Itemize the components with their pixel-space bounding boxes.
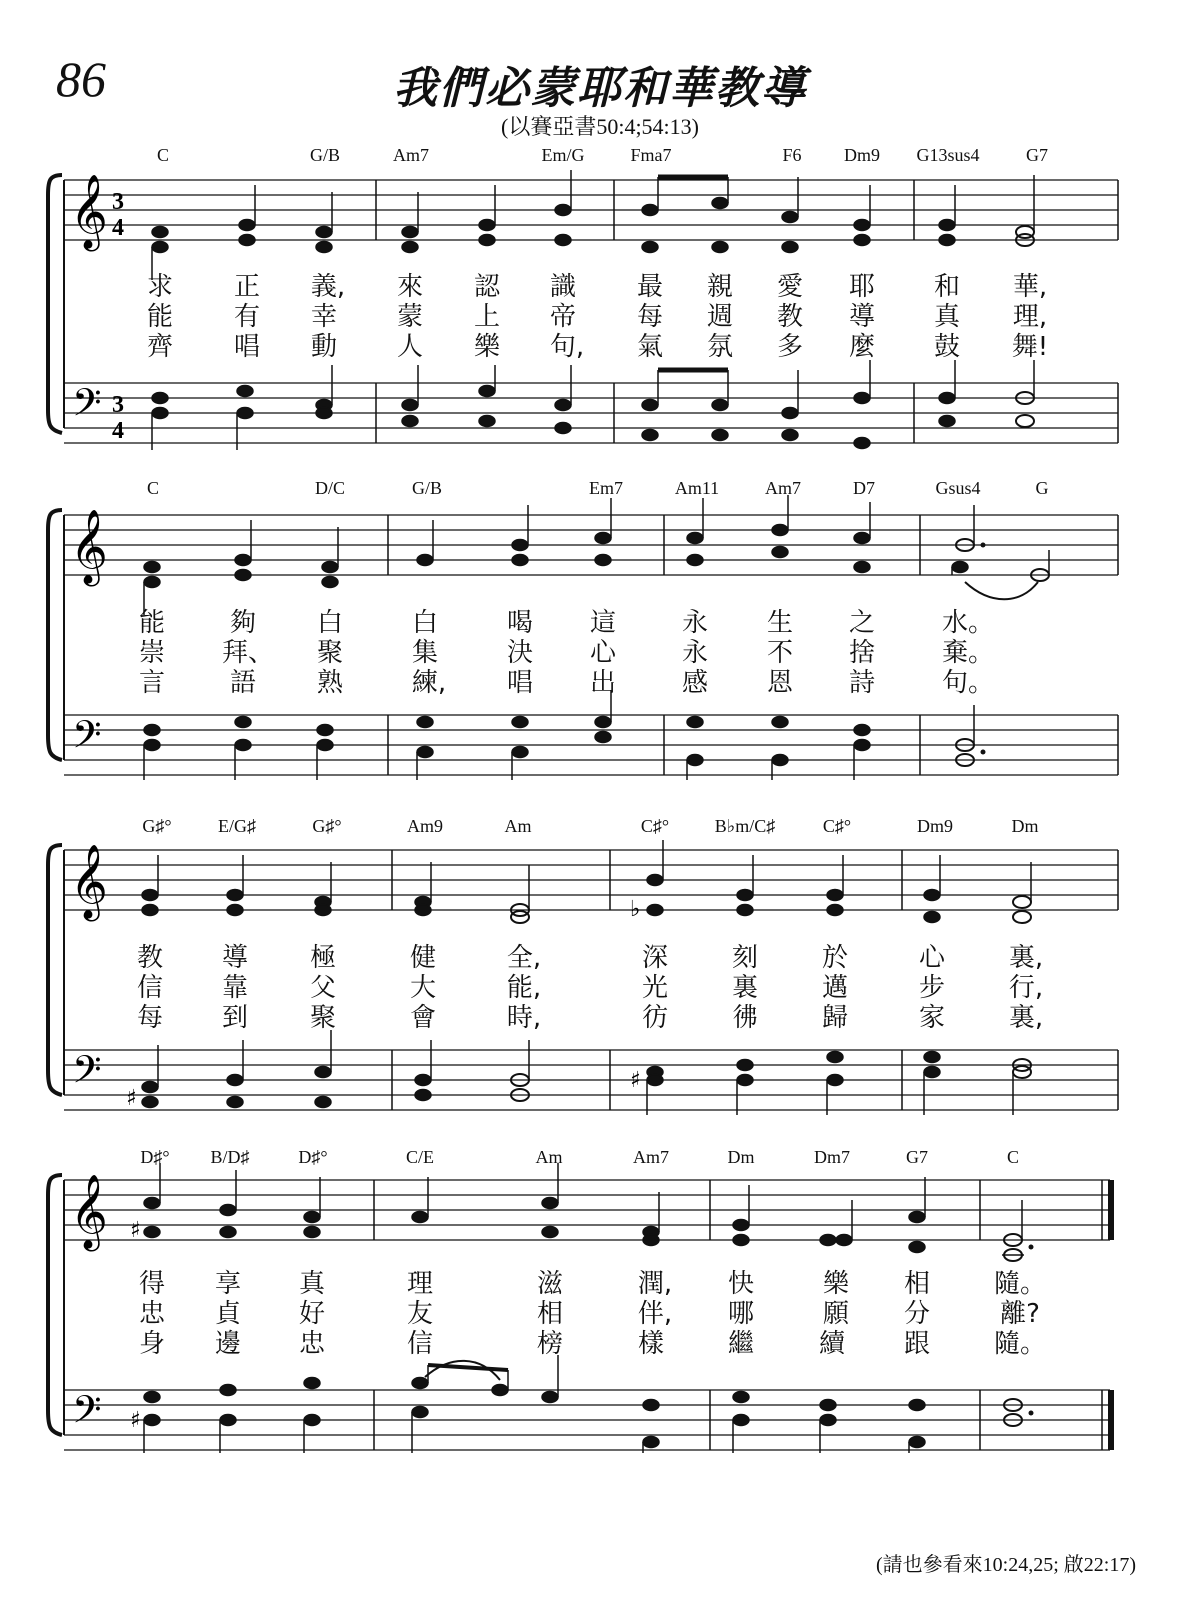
lyric-syllable: 刻 [731, 943, 759, 973]
lyric-syllable: 真 [298, 1269, 326, 1299]
lyric-syllable: 樣 [637, 1329, 665, 1359]
lyric-syllable: 忠 [138, 1299, 166, 1329]
lyric-syllable: 和 [933, 272, 961, 302]
lyric-syllable: 得 [138, 1269, 166, 1299]
chord: D♯° [140, 1147, 170, 1167]
lyric-syllable: 好 [298, 1299, 326, 1329]
lyric-syllable: 潤, [637, 1269, 673, 1299]
lyric-syllable: 隨。 [993, 1329, 1047, 1359]
lyric-syllable: 忠 [298, 1329, 326, 1359]
lyric-syllable: 每 [636, 302, 664, 332]
lyric-syllable: 有 [233, 302, 261, 332]
lyric-syllable: 唱 [506, 668, 534, 698]
hymn-number: 86 [56, 51, 106, 107]
lyric-line [0, 632, 1200, 668]
chord: Dm7 [814, 1147, 850, 1167]
lyric-syllable: 耶 [848, 272, 876, 302]
chord: D7 [853, 478, 875, 498]
lyric-syllable: 時, [506, 1003, 542, 1033]
chord: G/B [411, 478, 443, 498]
lyric-syllable: 深 [641, 943, 669, 973]
lyric-syllable: 全, [506, 943, 542, 973]
lyric-syllable: 裏, [1008, 1003, 1044, 1033]
lyric-syllable: 鼓 [933, 332, 961, 362]
chord: Am [504, 816, 532, 836]
lyric-syllable: 崇 [138, 638, 166, 668]
chord: C [146, 478, 160, 498]
lyric-line [0, 1323, 1200, 1359]
lyric-syllable: 決 [506, 638, 534, 668]
lyric-line [0, 662, 1200, 698]
lyric-syllable: 舞! [1011, 332, 1049, 362]
hymn-title: 我們必蒙耶和華教導 [393, 63, 807, 114]
lyric-syllable: 麼 [848, 332, 876, 362]
chord: Em7 [589, 478, 623, 498]
lyric-syllable: 友 [406, 1299, 434, 1329]
lyric-syllable: 帝 [549, 302, 577, 332]
lyric-syllable: 練, [411, 668, 447, 698]
lyric-syllable: 步 [918, 973, 946, 1003]
chord: C♯° [640, 816, 670, 836]
lyric-syllable: 聚 [309, 1003, 337, 1033]
lyric-syllable: 句。 [941, 668, 995, 698]
svg-text:𝄢: 𝄢 [72, 1047, 102, 1101]
lyric-syllable: 齊 [146, 332, 174, 362]
chord: G♯° [142, 816, 172, 836]
scripture-reference: (以賽亞書50:4;54:13) [501, 114, 699, 139]
chord: G13sus4 [916, 145, 980, 165]
lyric-syllable: 詩 [848, 668, 876, 698]
svg-text:𝄞: 𝄞 [70, 175, 108, 249]
cross-reference-footnote: (請也參看來10:24,25; 啟22:17) [876, 1554, 1136, 1576]
chord: G7 [906, 1147, 928, 1167]
lyric-syllable: 心 [589, 638, 617, 668]
lyric-syllable: 上 [473, 302, 501, 332]
svg-text:4: 4 [112, 418, 124, 444]
lyric-syllable: 這 [589, 608, 617, 638]
lyric-syllable: 夠 [229, 608, 257, 638]
lyric-syllable: 集 [411, 638, 439, 668]
lyric-syllable: 於 [821, 943, 849, 973]
lyric-line [0, 1293, 1200, 1329]
lyric-syllable: 樂 [822, 1269, 850, 1299]
lyric-syllable: 伴, [637, 1299, 673, 1329]
lyric-syllable: 彿 [731, 1003, 759, 1033]
lyric-syllable: 隨。 [993, 1269, 1047, 1299]
lyric-syllable: 彷 [641, 1003, 669, 1033]
chord: B♭m/C♯ [714, 816, 776, 836]
lyric-syllable: 會 [409, 1003, 437, 1033]
lyric-syllable: 愛 [776, 272, 804, 302]
lyric-syllable: 不 [766, 638, 794, 668]
chord: G [1035, 478, 1049, 498]
lyric-syllable: 拜、 [221, 638, 275, 668]
lyric-line [0, 937, 1200, 973]
lyric-syllable: 教 [776, 302, 804, 332]
svg-text:𝄢: 𝄢 [72, 712, 102, 766]
svg-text:𝄢: 𝄢 [72, 380, 102, 434]
lyric-syllable: 白 [411, 608, 439, 638]
lyric-syllable: 光 [641, 973, 669, 1003]
lyric-syllable: 週 [706, 302, 734, 332]
lyric-syllable: 動 [310, 332, 338, 362]
chord: C [1006, 1147, 1020, 1167]
lyric-syllable: 生 [766, 608, 794, 638]
lyric-syllable: 幸 [310, 302, 338, 332]
lyric-syllable: 到 [221, 1003, 249, 1033]
lyric-syllable: 熟 [316, 668, 344, 698]
chord: Am11 [674, 478, 720, 498]
svg-text:𝄞: 𝄞 [70, 1175, 108, 1249]
chord: D♯° [298, 1147, 328, 1167]
chord: E/G♯ [218, 816, 256, 836]
lyric-line [0, 296, 1200, 332]
svg-text:4: 4 [112, 215, 124, 241]
lyric-syllable: 永 [681, 638, 709, 668]
lyric-syllable: 氛 [706, 332, 734, 362]
lyric-syllable: 棄。 [941, 638, 995, 668]
lyric-syllable: 心 [918, 943, 946, 973]
lyric-syllable: 最 [636, 272, 664, 302]
chord: Am7 [633, 1147, 669, 1167]
chord: G7 [1026, 145, 1048, 165]
chord: C/E [405, 1147, 435, 1167]
chord: G♯° [312, 816, 342, 836]
lyric-syllable: 華, [1012, 272, 1048, 302]
lyric-syllable: 跟 [903, 1329, 931, 1359]
lyric-syllable: 身 [138, 1329, 166, 1359]
lyric-syllable: 靠 [221, 973, 249, 1003]
svg-text:3: 3 [112, 392, 124, 418]
lyric-syllable: 貞 [214, 1299, 242, 1329]
lyric-syllable: 願 [822, 1299, 850, 1329]
chord: G/B [309, 145, 341, 165]
lyric-syllable: 喝 [506, 608, 534, 638]
chord: B/D♯ [210, 1147, 250, 1167]
chord: C [156, 145, 170, 165]
lyric-syllable: 滋 [536, 1269, 564, 1299]
lyric-syllable: 分 [903, 1299, 931, 1329]
lyric-syllable: 出 [589, 668, 617, 698]
lyric-line [0, 1263, 1200, 1299]
lyric-line [0, 967, 1200, 1003]
lyric-syllable: 樂 [473, 332, 501, 362]
lyric-syllable: 認 [473, 272, 501, 302]
lyric-syllable: 水。 [941, 608, 995, 638]
lyric-syllable: 求 [146, 272, 174, 302]
chord: Dm9 [917, 816, 953, 836]
chord: Am9 [407, 816, 443, 836]
lyric-syllable: 能 [146, 302, 174, 332]
lyric-syllable: 邁 [821, 973, 849, 1003]
chord: Fma7 [630, 145, 672, 165]
lyric-syllable: 理 [406, 1269, 434, 1299]
lyric-syllable: 相 [536, 1299, 564, 1329]
lyric-syllable: 快 [727, 1269, 755, 1299]
lyric-syllable: 信 [136, 973, 164, 1003]
lyric-syllable: 來 [396, 272, 424, 302]
lyric-syllable: 導 [848, 302, 876, 332]
lyric-syllable: 教 [136, 943, 164, 973]
lyric-line [0, 326, 1200, 362]
lyric-syllable: 裏, [1008, 943, 1044, 973]
lyric-syllable: 享 [214, 1269, 242, 1299]
svg-text:3: 3 [112, 189, 124, 215]
lyric-syllable: 大 [409, 973, 437, 1003]
lyric-syllable: 多 [776, 332, 804, 362]
lyric-syllable: 唱 [233, 332, 261, 362]
svg-text:♯: ♯ [126, 1086, 137, 1111]
lyric-syllable: 義, [310, 272, 346, 302]
lyric-syllable: 哪 [727, 1299, 755, 1329]
chord: Dm [1011, 816, 1039, 836]
svg-text:𝄞: 𝄞 [70, 510, 108, 584]
svg-text:♯: ♯ [130, 1218, 141, 1243]
lyric-syllable: 續 [818, 1329, 846, 1359]
lyric-line [0, 997, 1200, 1033]
lyric-syllable: 捨 [848, 638, 876, 668]
lyric-syllable: 真 [933, 302, 961, 332]
lyric-syllable: 裏 [731, 973, 759, 1003]
chord: D/C [314, 478, 346, 498]
svg-text:♭: ♭ [630, 897, 641, 922]
lyric-syllable: 恩 [766, 668, 794, 698]
chord: F6 [782, 145, 802, 165]
lyric-syllable: 行, [1008, 973, 1044, 1003]
lyric-syllable: 句, [549, 332, 585, 362]
lyric-syllable: 言 [138, 668, 166, 698]
chord: Dm9 [844, 145, 880, 165]
chord: Am [535, 1147, 563, 1167]
lyric-syllable: 之 [848, 608, 876, 638]
chord: Em/G [541, 145, 585, 165]
lyric-syllable: 健 [409, 943, 437, 973]
lyric-syllable: 識 [549, 272, 577, 302]
lyric-syllable: 家 [918, 1003, 946, 1033]
lyric-syllable: 父 [309, 973, 337, 1003]
lyric-syllable: 繼 [727, 1329, 755, 1359]
chord: Dm [727, 1147, 755, 1167]
lyric-syllable: 極 [309, 943, 337, 973]
chord: C♯° [822, 816, 852, 836]
lyric-syllable: 氣 [636, 332, 664, 362]
lyric-syllable: 理, [1012, 302, 1048, 332]
svg-text:♯: ♯ [130, 1408, 141, 1433]
lyric-syllable: 信 [406, 1329, 434, 1359]
lyric-syllable: 榜 [536, 1329, 564, 1359]
lyric-syllable: 正 [233, 272, 261, 302]
lyric-line [0, 266, 1200, 302]
lyric-syllable: 語 [229, 668, 257, 698]
lyric-syllable: 親 [706, 272, 734, 302]
chord: Gsus4 [935, 478, 981, 498]
lyric-syllable: 人 [396, 332, 424, 362]
lyric-syllable: 離? [1000, 1299, 1040, 1329]
lyric-syllable: 每 [136, 1003, 164, 1033]
lyric-syllable: 白 [316, 608, 344, 638]
lyric-syllable: 永 [681, 608, 709, 638]
svg-text:𝄢: 𝄢 [72, 1387, 102, 1441]
lyric-syllable: 邊 [214, 1329, 242, 1359]
lyric-syllable: 蒙 [396, 302, 424, 332]
lyric-syllable: 能 [138, 608, 166, 638]
lyric-syllable: 相 [903, 1269, 931, 1299]
lyric-syllable: 導 [221, 943, 249, 973]
chord: Am7 [765, 478, 801, 498]
lyric-line [0, 602, 1200, 638]
lyric-syllable: 感 [681, 668, 709, 698]
svg-text:♯: ♯ [630, 1068, 641, 1093]
lyric-syllable: 能, [506, 973, 542, 1003]
lyric-syllable: 聚 [316, 638, 344, 668]
chord: Am7 [393, 145, 429, 165]
lyric-syllable: 歸 [821, 1003, 849, 1033]
svg-text:𝄞: 𝄞 [70, 845, 108, 919]
